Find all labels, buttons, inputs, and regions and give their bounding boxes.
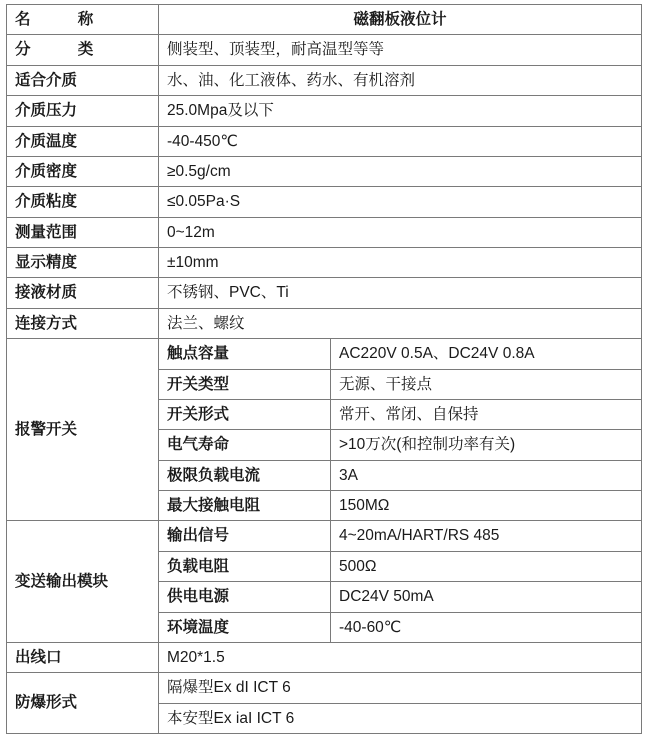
sub-value-max-load-current: 3A xyxy=(331,460,642,490)
row-label-name: 名 称 xyxy=(7,5,159,35)
table-row xyxy=(7,187,642,217)
row-label-pressure: 介质压力 xyxy=(7,96,159,126)
sub-value-max-contact-resistance: 150MΩ xyxy=(331,491,642,521)
table-row xyxy=(7,65,642,95)
row-label-density: 介质密度 xyxy=(7,156,159,186)
row-value-accuracy: ±10mm xyxy=(159,248,642,278)
sub-value-electrical-life: >10万次(和控制功率有关) xyxy=(331,430,642,460)
sub-label-electrical-life: 电气寿命 xyxy=(159,430,331,460)
specification-table xyxy=(6,4,642,734)
table-row xyxy=(7,156,642,186)
row-value-temperature: -40-450℃ xyxy=(159,126,642,156)
table-row xyxy=(7,278,642,308)
sub-value-switch-type: 无源、干接点 xyxy=(331,369,642,399)
row-label-wetted-material: 接液材质 xyxy=(7,278,159,308)
row-value-category: 侧装型、顶装型，耐高温型等等 xyxy=(159,35,642,65)
table-row xyxy=(7,521,642,551)
sub-label-contact-capacity: 触点容量 xyxy=(159,339,331,369)
row-value-range: 0~12m xyxy=(159,217,642,247)
row-value-explosion-proof-flameproof: 隔爆型Ex dI ICT 6 xyxy=(159,673,642,703)
table-row xyxy=(7,339,642,369)
row-value-wetted-material: 不锈钢、PVC、Ti xyxy=(159,278,642,308)
row-label-temperature: 介质温度 xyxy=(7,126,159,156)
sub-label-output-signal: 输出信号 xyxy=(159,521,331,551)
row-label-range: 测量范围 xyxy=(7,217,159,247)
table-row xyxy=(7,35,642,65)
row-value-connection: 法兰、螺纹 xyxy=(159,308,642,338)
sub-label-power-supply: 供电电源 xyxy=(159,582,331,612)
row-value-explosion-proof-intrinsic: 本安型Ex iaI ICT 6 xyxy=(159,703,642,733)
row-label-cable-outlet: 出线口 xyxy=(7,642,159,672)
row-label-medium: 适合介质 xyxy=(7,65,159,95)
product-title: 磁翻板液位计 xyxy=(159,5,642,35)
group-label-explosion-proof: 防爆形式 xyxy=(7,673,159,734)
table-row xyxy=(7,642,642,672)
row-value-cable-outlet: M20*1.5 xyxy=(159,642,642,672)
row-label-viscosity: 介质粘度 xyxy=(7,187,159,217)
sub-label-ambient-temperature: 环境温度 xyxy=(159,612,331,642)
row-label-connection: 连接方式 xyxy=(7,308,159,338)
row-value-density: ≥0.5g/cm xyxy=(159,156,642,186)
sub-value-ambient-temperature: -40-60℃ xyxy=(331,612,642,642)
table-row xyxy=(7,126,642,156)
table-row xyxy=(7,308,642,338)
row-value-pressure: 25.0Mpa及以下 xyxy=(159,96,642,126)
table-row xyxy=(7,96,642,126)
table-row xyxy=(7,248,642,278)
row-value-viscosity: ≤0.05Pa·S xyxy=(159,187,642,217)
table-row xyxy=(7,673,642,703)
sub-value-contact-capacity: AC220V 0.5A、DC24V 0.8A xyxy=(331,339,642,369)
sub-value-switch-form: 常开、常闭、自保持 xyxy=(331,399,642,429)
row-label-accuracy: 显示精度 xyxy=(7,248,159,278)
sub-value-output-signal: 4~20mA/HART/RS 485 xyxy=(331,521,642,551)
table-row xyxy=(7,5,642,35)
sub-label-load-resistance: 负载电阻 xyxy=(159,551,331,581)
sub-label-switch-form: 开关形式 xyxy=(159,399,331,429)
sub-value-power-supply: DC24V 50mA xyxy=(331,582,642,612)
row-value-medium: 水、油、化工液体、药水、有机溶剂 xyxy=(159,65,642,95)
sub-label-switch-type: 开关类型 xyxy=(159,369,331,399)
sub-value-load-resistance: 500Ω xyxy=(331,551,642,581)
table-row xyxy=(7,217,642,247)
sub-label-max-contact-resistance: 最大接触电阻 xyxy=(159,491,331,521)
sub-label-max-load-current: 极限负载电流 xyxy=(159,460,331,490)
group-label-transmitter-module: 变送输出模块 xyxy=(7,521,159,643)
row-label-category: 分 类 xyxy=(7,35,159,65)
group-label-alarm-switch: 报警开关 xyxy=(7,339,159,521)
